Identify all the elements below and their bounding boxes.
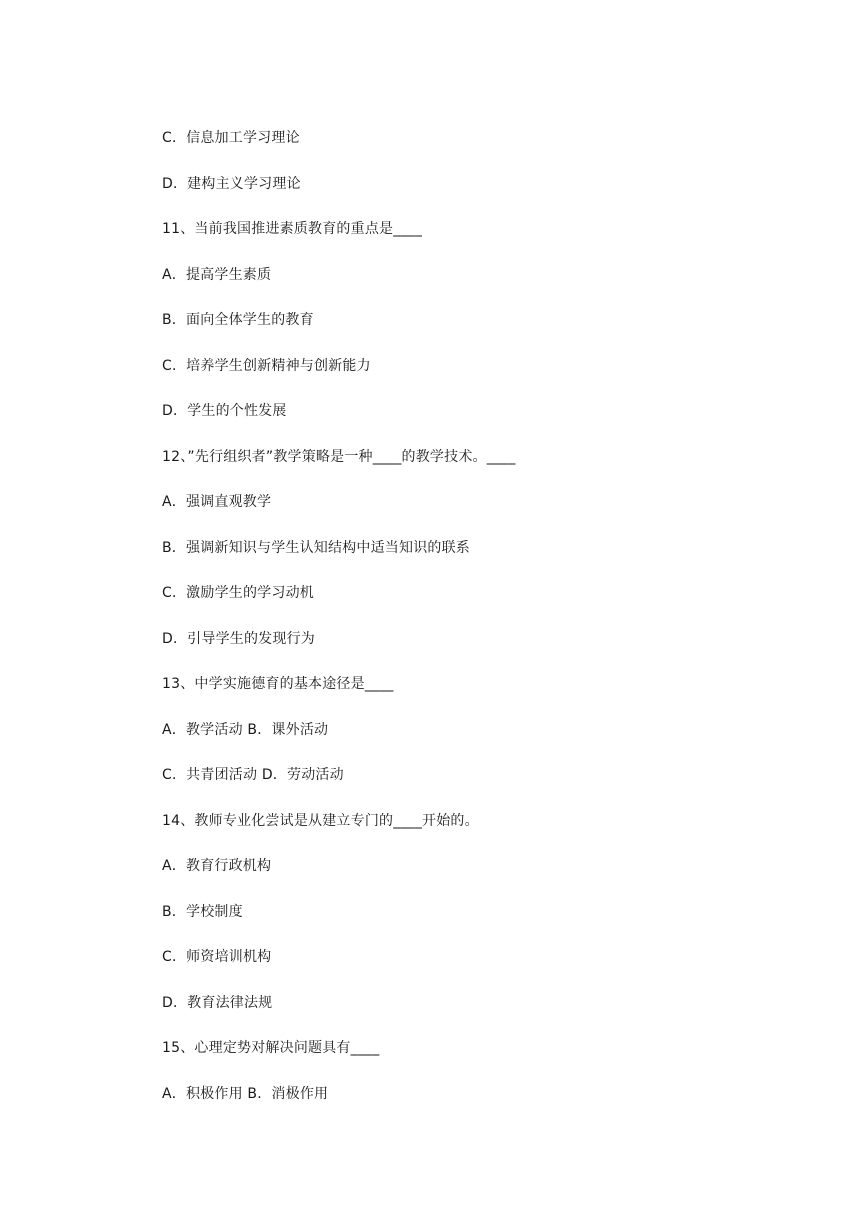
option-line: A．教学活动 B．课外活动 <box>162 721 329 738</box>
question-line: 13、中学实施德育的基本途径是____ <box>162 676 394 692</box>
question-line: 11、当前我国推进素质教育的重点是____ <box>162 221 423 237</box>
question-line: 12、”先行组织者”教学策略是一种____的教学技术。____ <box>162 448 516 465</box>
option-line: C．信息加工学习理论 <box>162 130 300 146</box>
option-line: B．学校制度 <box>162 903 243 920</box>
option-line: C．激励学生的学习动机 <box>162 585 314 601</box>
option-line: C．培养学生创新精神与创新能力 <box>162 357 371 374</box>
option-line: A．提高学生素质 <box>162 266 272 283</box>
option-line: D．引导学生的发现行为 <box>162 630 315 647</box>
option-line: B．强调新知识与学生认知结构中适当知识的联系 <box>162 539 471 556</box>
option-line: A．教育行政机构 <box>162 858 272 874</box>
option-line: B．面向全体学生的教育 <box>162 312 314 328</box>
question-line: 15、心理定势对解决问题具有____ <box>162 1040 380 1056</box>
option-line: C．共青团活动 D．劳动活动 <box>162 767 344 783</box>
option-line: D．学生的个性发展 <box>162 403 287 419</box>
option-line: C．师资培训机构 <box>162 949 272 965</box>
question-text-block <box>162 127 802 1128</box>
option-line: D．建构主义学习理论 <box>162 175 301 192</box>
option-line: A．强调直观教学 <box>162 494 272 510</box>
question-line: 14、教师专业化尝试是从建立专门的____开始的。 <box>162 812 479 829</box>
option-line: A．积极作用 B．消极作用 <box>162 1085 329 1102</box>
option-line: D．教育法律法规 <box>162 994 273 1011</box>
